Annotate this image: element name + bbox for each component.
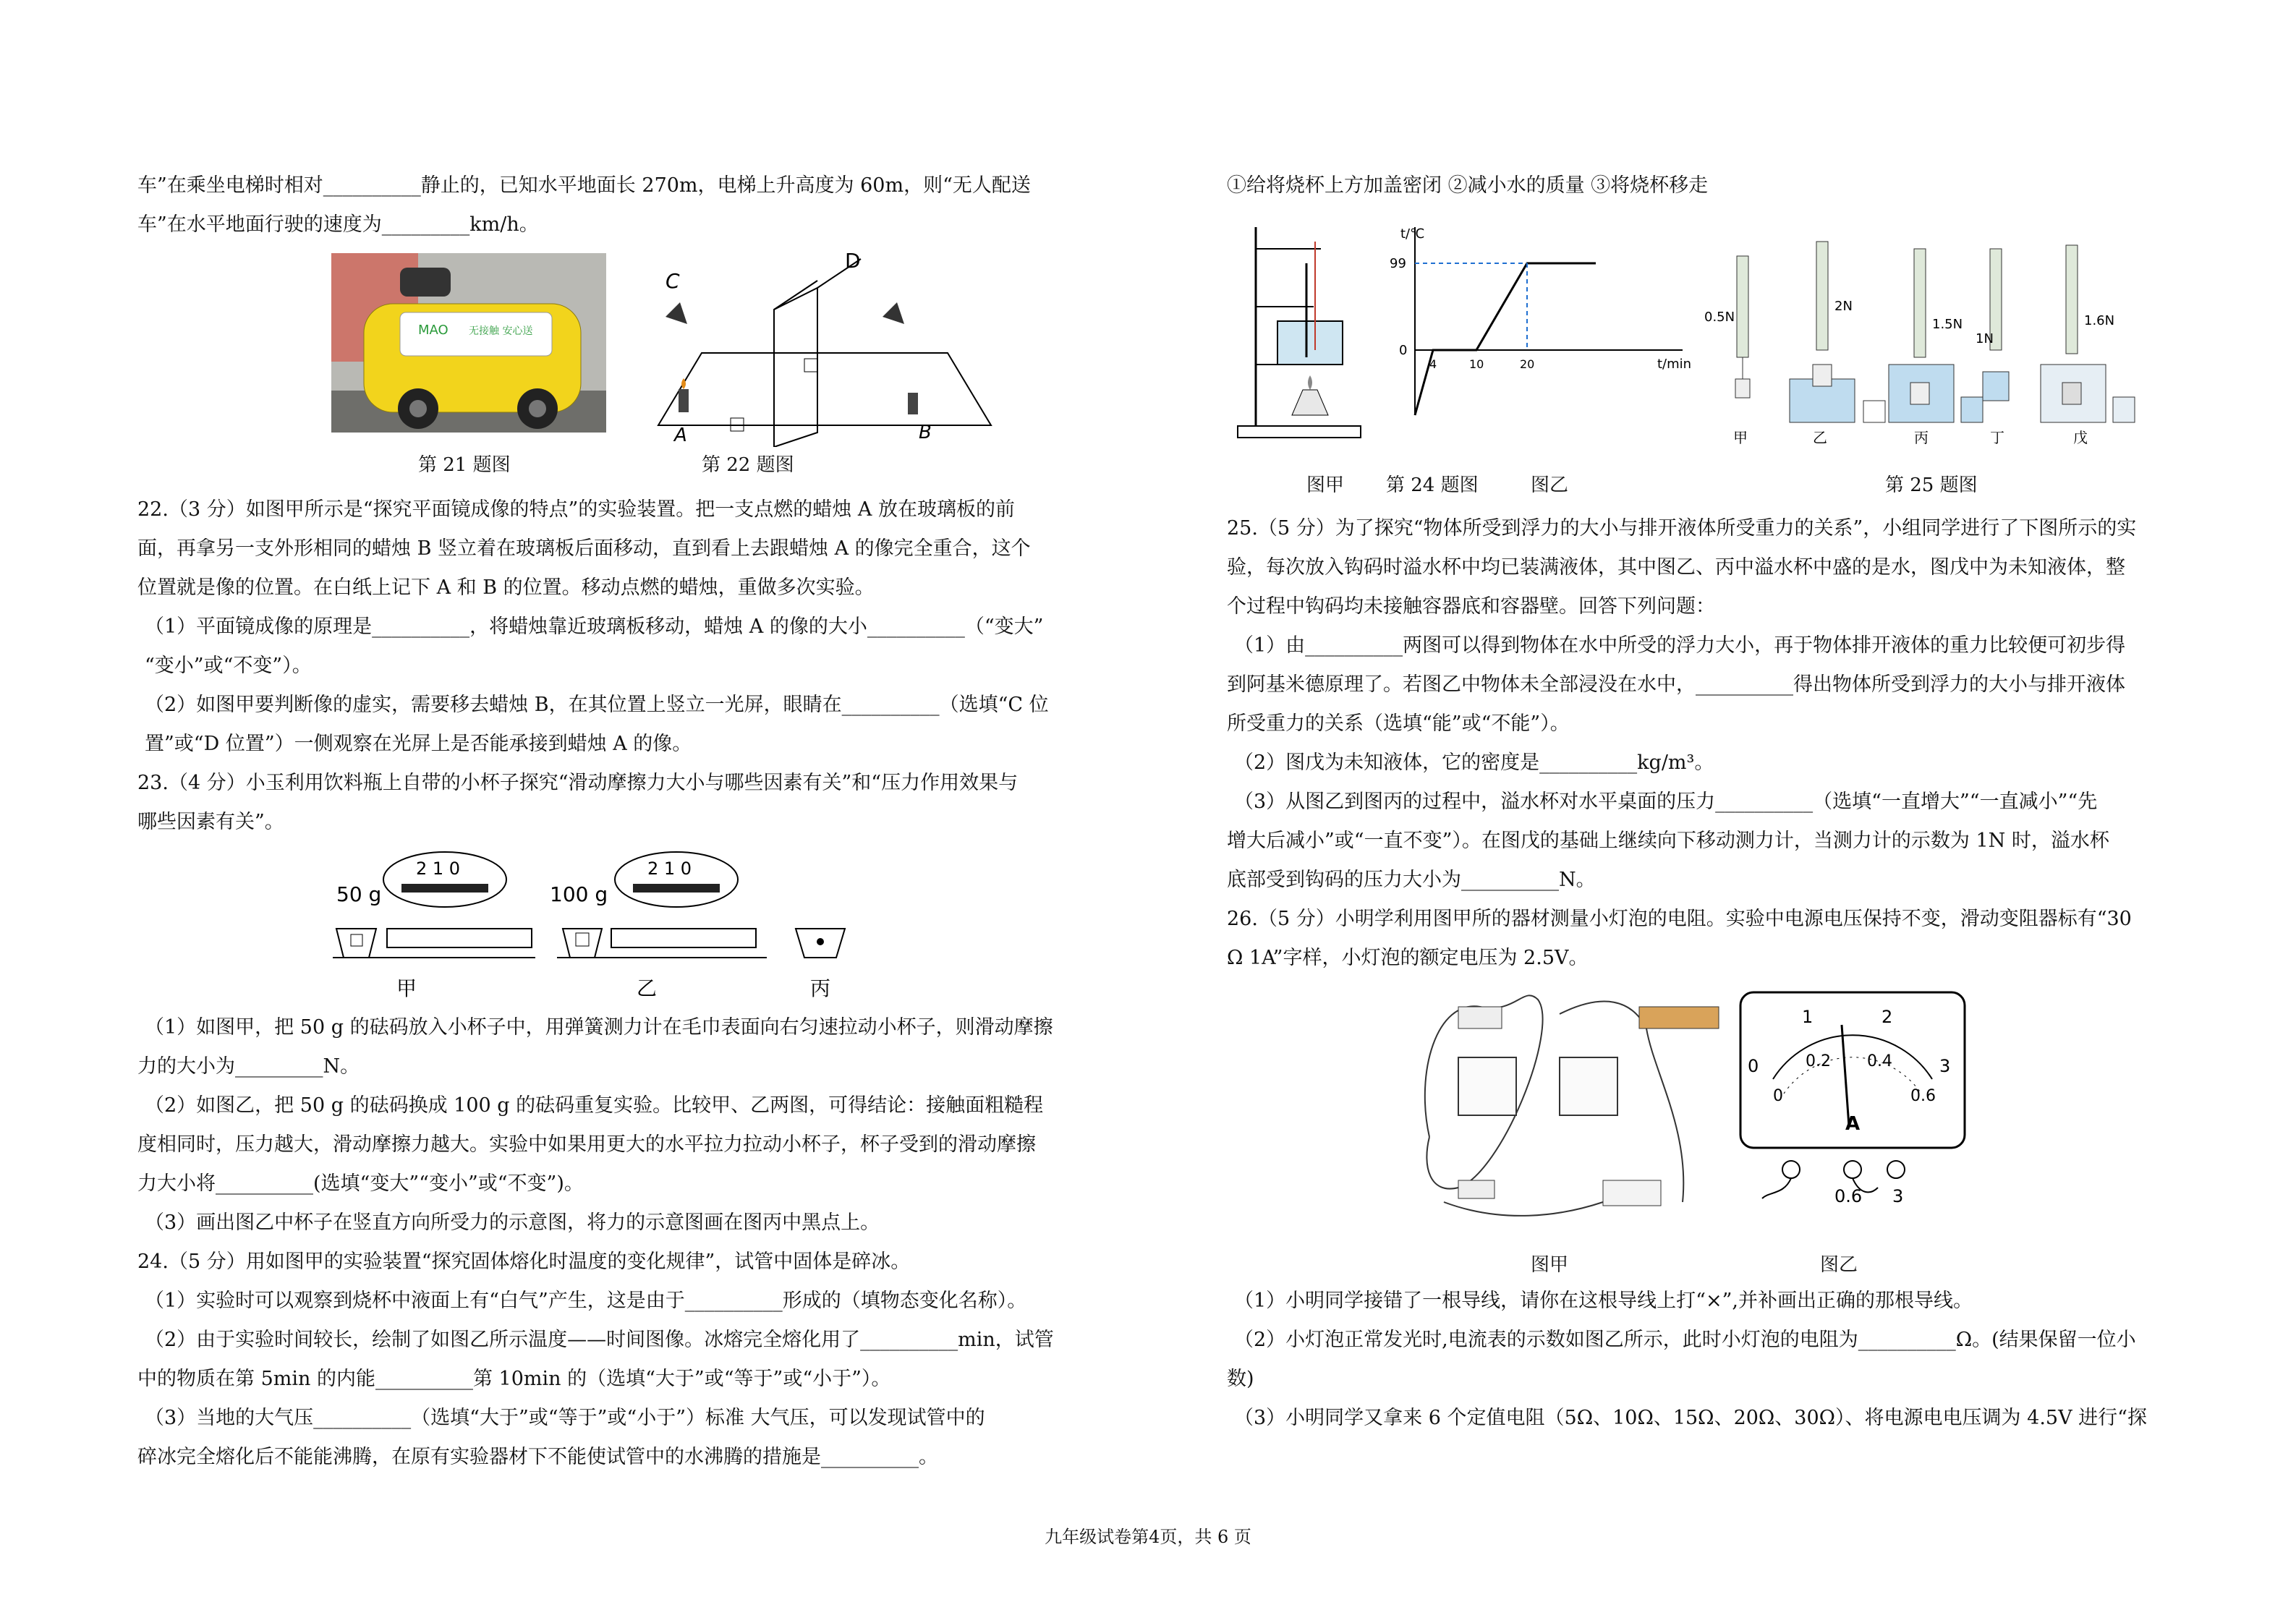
eye-icon-c [666,302,687,324]
q26-line: （1）小明同学接错了一根导线，请你在这根导线上打“×”,并补画出正确的那根导线。 [1234,1290,1973,1312]
label-jia: 甲 [1733,429,1748,446]
q22-line: 22.（3 分）如图甲所示是“探究平面镜成像的特点”的实验装置。把一支点燃的蜡烛 A 放在玻璃板的前 [137,498,1015,521]
fig24-caption: 第 24 题图 [1386,474,1479,496]
reading-wu: 1.6N [2084,313,2115,328]
fig24-caption-right: 图乙 [1531,474,1569,496]
q25-line: 到阿基米德原理了。若图乙中物体未全部浸没在水中，__________得出物体所受到浮力的大小与排开液体 [1227,673,2125,696]
van-text: 无接触 安心送 [469,325,533,337]
fig21-22 [137,244,1107,490]
ammeter-unit: A [1845,1113,1861,1135]
fig24-graph [1379,220,1697,444]
q25-line: （1）由__________两图可以得到物体在水中所受的浮力大小，再于物体排开液体的重力比较便可初步得 [1234,634,2126,657]
y-tick-99: 99 [1390,256,1406,271]
top-scale-2: 2 [1882,1007,1893,1027]
q22-line: “变小”或“不变”）。 [145,655,312,677]
q22-line: （1）平面镜成像的原理是__________，将蜡烛靠近玻璃板移动，蜡烛 A 的像的大小__________（“变大” [145,615,1044,638]
label-bing: 丙 [1914,429,1929,446]
left-column [137,166,1107,1477]
fig24-25 [1227,205,2196,509]
q25-line: 底部受到钩码的压力大小为__________N。 [1227,869,1596,891]
scale-1: 2 1 0 [416,859,461,879]
fig24-caption-left: 图甲 [1306,474,1345,496]
q25-line: （3）从图乙到图丙的过程中，溢水杯对水平桌面的压力__________（选填“一直增大”“一直减小”“先 [1234,791,2098,813]
q24-line: （1）实验时可以观察到烧杯中液面上有“白气”产生，这是由于__________形成的（填物态变化名称）。 [145,1290,1027,1312]
van-logo: MAO [418,323,448,338]
fig26-circuit [1415,985,1733,1231]
label-d: D [845,249,861,273]
y-axis-label: t/℃ [1400,226,1425,242]
x-tick-4: 4 [1429,357,1437,371]
fig21-caption: 第 21 题图 [418,454,511,476]
bottom-scale-1: 0.2 [1806,1052,1831,1070]
label-jia: 甲 [396,976,417,1000]
van-photo [331,253,606,433]
fig26 [1227,978,2196,1282]
q25-line: 验，每次放入钩码时溢水杯中均已装满液体，其中图乙、丙中溢水杯中盛的是水，图戊中为未知液体，整 [1227,556,2125,579]
fig22-caption: 第 22 题图 [702,454,794,476]
top-scale-3: 3 [1939,1056,1951,1076]
q22-line: （2）如图甲要判断像的虚实，需要移去蜡烛 B，在其位置上竖立一光屏，眼睛在__________（选填“C 位 [145,694,1049,716]
q23-line: 哪些因素有关”。 [137,811,284,833]
fig22-diagram [615,244,1020,447]
label-yi: 乙 [1813,429,1827,446]
y-tick-0: 0 [1399,343,1408,358]
label-a: A [674,425,687,446]
q23-line: （2）如图乙，把 50 g 的砝码换成 100 g 的砝码重复实验。比较甲、乙两图，可得结论：接触面粗糙程 [145,1094,1044,1117]
q23-line: （3）画出图乙中杯子在竖直方向所受力的示意图，将力的示意图画在图丙中黑点上。 [145,1211,880,1234]
q23-line: 度相同时，压力越大，滑动摩擦力越大。实验中如果用更大的水平拉力拉动小杯子，杯子受到的滑动摩擦 [137,1133,1036,1156]
q24-line: 24.（5 分）用如图甲的实验装置“探究固体熔化时温度的变化规律”，试管中固体是碎冰。 [137,1251,911,1273]
reading-bing: 1.5N [1932,317,1963,332]
q24-line: （2）由于实验时间较长，绘制了如图乙所示温度——时间图像。冰熔完全熔化用了__________min，试管 [145,1329,1054,1351]
page-footer: 九年级试卷第4页，共 6 页 [1045,1527,1251,1547]
q25-line: 增大后减小”或“一直不变”）。在图戊的基础上继续向下移动测力计，当测力计的示数为 1N 时，溢水杯 [1227,830,2109,852]
q22-line: 置”或“D 位置”）一侧观察在光屏上是否能承接到蜡烛 A 的像。 [145,733,692,755]
bottom-scale-0: 0 [1773,1087,1783,1105]
scale-2: 2 1 0 [647,859,692,879]
q22-line: 位置就是像的位置。在白纸上记下 A 和 B 的位置。移动点燃的蜡烛，重做多次实验。 [137,576,875,599]
q21-line2: 车”在水平地面行驶的速度为_________km/h。 [137,213,539,236]
fig23-diagram [333,842,883,1008]
q26-line: （2）小灯泡正常发光时,电流表的示数如图乙所示，此时小灯泡的电阻为__________Ω。(结果保留一位小 [1234,1329,2136,1351]
fig26-caption-right: 图乙 [1820,1254,1858,1276]
q24-line: 碎冰完全熔化后不能能沸腾，在原有实验器材下不能使试管中的水沸腾的措施是__________。 [137,1446,938,1468]
fig26-caption-left: 图甲 [1531,1254,1569,1276]
q25-line: 所受重力的关系（选填“能”或“不能”）。 [1227,712,1570,735]
label-yi: 乙 [637,976,658,1000]
q25-line: 25.（5 分）为了探究“物体所受到浮力的大小与排开液体所受重力的关系”，小组同学进行了下图所示的实 [1227,517,2137,540]
terminal-3: 3 [1892,1186,1904,1206]
q24-line: 中的物质在第 5min 的内能__________第 10min 的（选填“大于”或“等于”或“小于”）。 [137,1368,891,1390]
x-axis-label: t/min [1657,357,1692,372]
q23-line: 23.（4 分）小玉利用饮料瓶上自带的小杯子探究“滑动摩擦力大小与哪些因素有关”和“压力作用效果与 [137,772,1019,794]
fig26-ammeter [1733,985,1972,1231]
label-b: B [919,422,932,443]
mass1-label: 50 g [336,882,382,906]
label-bing: 丙 [810,976,831,1000]
right-column [1227,166,2196,1438]
reading-yi: 2N [1834,299,1853,314]
q26-line: 26.（5 分）小明学利用图甲所的器材测量小灯泡的电阻。实验中电源电压保持不变，滑动变阻器标有“30 [1227,908,2132,930]
top-scale-1: 1 [1802,1007,1814,1027]
bottom-scale-2: 0.4 [1867,1052,1892,1070]
q24-line: （3）当地的大气压__________（选填“大于”或“等于”或“小于”）标准 大气压，可以发现试管中的 [145,1407,985,1429]
q25-line: （2）图戊为未知液体，它的密度是__________kg/m³。 [1234,751,1714,774]
x-tick-20: 20 [1520,357,1535,371]
force-point [817,938,824,945]
x-tick-10: 10 [1469,357,1484,371]
ammeter-needle [1842,1025,1849,1126]
terminal-0-6: 0.6 [1834,1186,1863,1206]
fig25-diagram [1704,213,2167,451]
q21-line1: 车”在乘坐电梯时相对__________静止的，已知水平地面长 270m，电梯上升高度为 60m，则“无人配送 [137,174,1031,197]
reading-ding: 1N [1976,331,1994,346]
bottom-scale-3: 0.6 [1910,1087,1936,1105]
q23-line: （1）如图甲，把 50 g 的砝码放入小杯子中，用弹簧测力计在毛巾表面向右匀速拉动小杯子，则滑动摩擦 [145,1016,1053,1039]
label-ding: 丁 [1990,429,2004,446]
fig23 [137,842,1107,1008]
q25-line: 个过程中钩码均未接触容器底和容器壁。回答下列问题： [1227,595,1715,618]
fig25-caption: 第 25 题图 [1885,474,1978,496]
q26-line: 数) [1227,1368,1254,1390]
reading-jia: 0.5N [1704,310,1735,325]
mass2-label: 100 g [550,882,608,906]
q23-line: 力大小将__________(选填“变大”“变小”或“不变”)。 [137,1172,584,1195]
q26-line: （3）小明同学又拿来 6 个定值电阻（5Ω、10Ω、15Ω、20Ω、30Ω）、将电源电电压调为 4.5V 进行“探 [1234,1407,2147,1429]
q24-options: ①给将烧杯上方加盖密闭 ②减小水的质量 ③将烧杯移走 [1227,174,1709,197]
q26-line: Ω 1A”字样，小灯泡的额定电压为 2.5V。 [1227,947,1589,969]
label-c: C [666,269,680,293]
top-scale-0: 0 [1748,1056,1759,1076]
q22-line: 面，再拿另一支外形相同的蜡烛 B 竖立着在玻璃板后面移动，直到看上去跟蜡烛 A 的像完全重合，这个 [137,537,1031,560]
label-wu: 戊 [2073,429,2088,446]
fig24-apparatus [1234,220,1364,444]
eye-icon-d [883,302,904,324]
q23-line: 力的大小为_________N。 [137,1055,360,1078]
